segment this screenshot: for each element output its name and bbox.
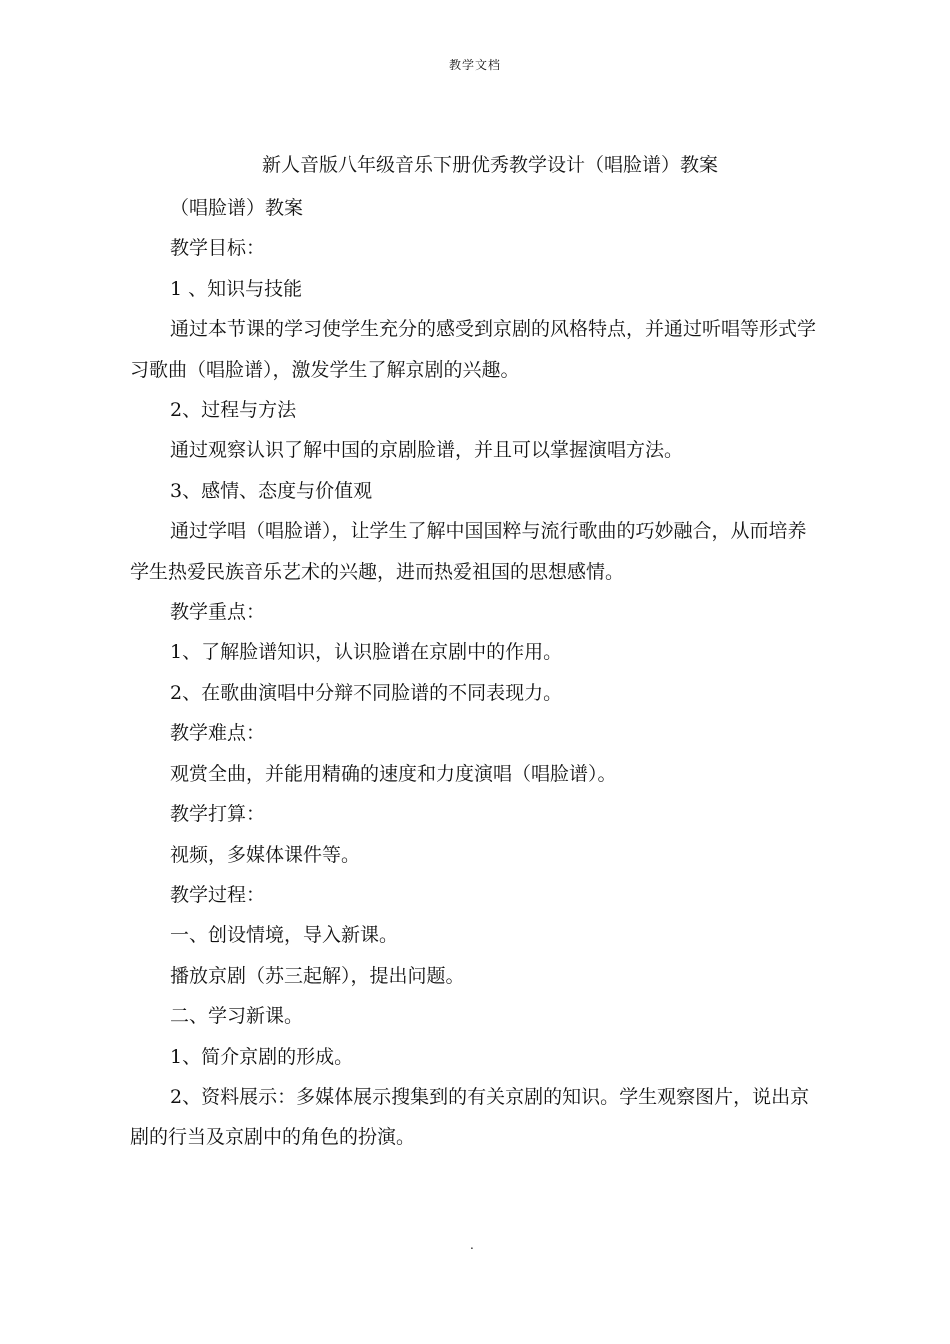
paragraph: 一、创设情境，导入新课。 <box>170 924 399 947</box>
paragraph: 视频，多媒体课件等。 <box>170 843 361 866</box>
page-footer-mark: . <box>470 1238 474 1252</box>
paragraph: 教学难点： <box>170 722 266 745</box>
paragraph: 2、资料展示：多媒体展示搜集到的有关京剧的知识。学生观察图片，说出京剧的行当及京剧中的角色的扮演。 <box>130 1085 810 1149</box>
paragraph: 2、过程与方法 <box>170 399 297 422</box>
paragraph: 通过本节课的学习使学生充分的感受到京剧的风格特点，并通过听唱等形式学习歌曲（唱脸谱），激发学生了解京剧的兴趣。 <box>130 318 817 381</box>
paragraph: 2、在歌曲演唱中分辩不同脸谱的不同表现力。 <box>170 681 563 704</box>
page-header: 教学文档 <box>448 58 501 72</box>
document-title: 新人音版八年级音乐下册优秀教学设计（唱脸谱）教案 <box>261 154 718 176</box>
paragraph: 3、感情、态度与价值观 <box>170 479 373 502</box>
paragraph: 1、简介京剧的形成。 <box>170 1045 354 1068</box>
document-body <box>130 188 822 1158</box>
paragraph: 1 、知识与技能 <box>170 277 303 300</box>
paragraph: 1、了解脸谱知识，认识脸谱在京剧中的作用。 <box>170 641 563 664</box>
paragraph: 教学目标： <box>170 237 266 260</box>
paragraph: 通过观察认识了解中国的京剧脸谱，并且可以掌握演唱方法。 <box>170 439 684 462</box>
paragraph: 教学打算： <box>170 803 266 826</box>
paragraph: 播放京剧（苏三起解），提出问题。 <box>170 964 465 987</box>
paragraph: （唱脸谱）教案 <box>170 197 304 219</box>
paragraph: 二、学习新课。 <box>170 1005 304 1028</box>
paragraph: 教学过程： <box>170 883 266 906</box>
paragraph: 观赏全曲，并能用精确的速度和力度演唱（唱脸谱）。 <box>170 762 617 785</box>
paragraph: 教学重点： <box>170 601 266 624</box>
paragraph: 通过学唱（唱脸谱），让学生了解中国国粹与流行歌曲的巧妙融合，从而培养学生热爱民族音乐艺术的兴趣，进而热爱祖国的思想感情。 <box>130 520 807 583</box>
